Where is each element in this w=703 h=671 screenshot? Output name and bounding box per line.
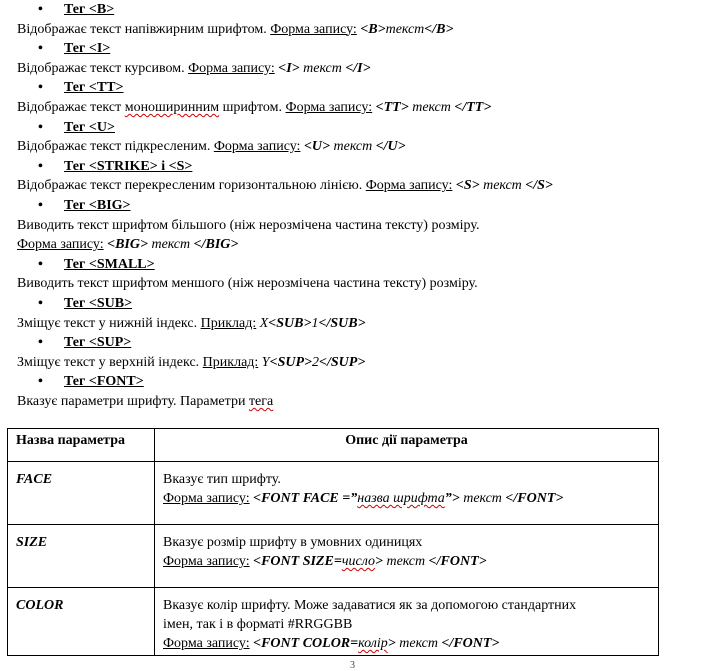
font-params-table	[7, 428, 659, 656]
param-name: FACE	[8, 462, 155, 525]
table-row	[8, 525, 659, 588]
bullet: •	[38, 2, 43, 17]
param-desc: Вказує колір шрифту. Може задаватися як за допомогою стандартних імен, так і в форматі #RRGGBB Форма запису: <FONT COLOR=колір> текст </FONT>	[155, 588, 659, 656]
table-row	[8, 588, 659, 656]
tag-heading-small: • Тег <SMALL>	[38, 256, 155, 272]
tag-form-big: Форма запису: <BIG> текст </BIG>	[17, 237, 239, 253]
tag-desc-tt: Відображає текст моноширинним шрифтом. Форма запису: <TT> текст </TT>	[17, 99, 492, 115]
param-name: SIZE	[8, 525, 155, 588]
tag-heading-big: • Тег <BIG>	[38, 197, 131, 213]
tag-heading-i: • Тег <I>	[38, 41, 111, 57]
tag-heading-strike: • Тег <STRIKE> і <S>	[38, 158, 193, 174]
tag-heading-sub: • Тег <SUB>	[38, 295, 133, 311]
tag-desc-u: Відображає текст підкресленим. Форма запису: <U> текст </U>	[17, 139, 406, 155]
param-name: COLOR	[8, 588, 155, 656]
page-number: 3	[350, 660, 355, 671]
tag-heading-b: • Тег <B>	[0, 0, 703, 20]
table-header-row	[8, 429, 659, 462]
tag-desc-sub: Зміщує текст у нижній індекс. Приклад: X<SUB>1</SUB>	[17, 315, 366, 331]
col-header-desc: Опис дії параметра	[155, 429, 659, 462]
tag-heading-font: • Тег <FONT>	[38, 374, 144, 390]
tag-desc-i: Відображає текст курсивом. Форма запису: <I> текст </I>	[17, 60, 371, 76]
tag-desc-b: Відображає текст напівжирним шрифтом. Форма запису: <B>текст</B>	[17, 21, 454, 37]
col-header-name: Назва параметра	[8, 429, 155, 462]
tag-desc-font: Вказує параметри шрифту. Параметри тега	[17, 393, 274, 409]
param-desc: Вказує тип шрифту. Форма запису: <FONT FACE =”назва шрифта”> текст </FONT>	[155, 462, 659, 525]
tag-desc-small: Виводить текст шрифтом меншого (ніж нерозмічена частина тексту) розміру.	[17, 276, 478, 292]
tag-heading-u: • Тег <U>	[38, 119, 115, 135]
tag-desc-sup: Зміщує текст у верхній індекс. Приклад: Y<SUP>2</SUP>	[17, 354, 366, 370]
param-desc: Вказує розмір шрифту в умовних одиницях Форма запису: <FONT SIZE=число> текст </FONT>	[155, 525, 659, 588]
tag-heading-sup: • Тег <SUP>	[38, 335, 132, 351]
tag-desc-big: Виводить текст шрифтом більшого (ніж нерозмічена частина тексту) розміру.	[17, 217, 480, 233]
tag-heading-tt: • Тег <TT>	[38, 80, 124, 96]
tag-desc-strike: Відображає текст перекресленим горизонтальною лінією. Форма запису: <S> текст </S>	[17, 178, 553, 194]
table-row	[8, 462, 659, 525]
